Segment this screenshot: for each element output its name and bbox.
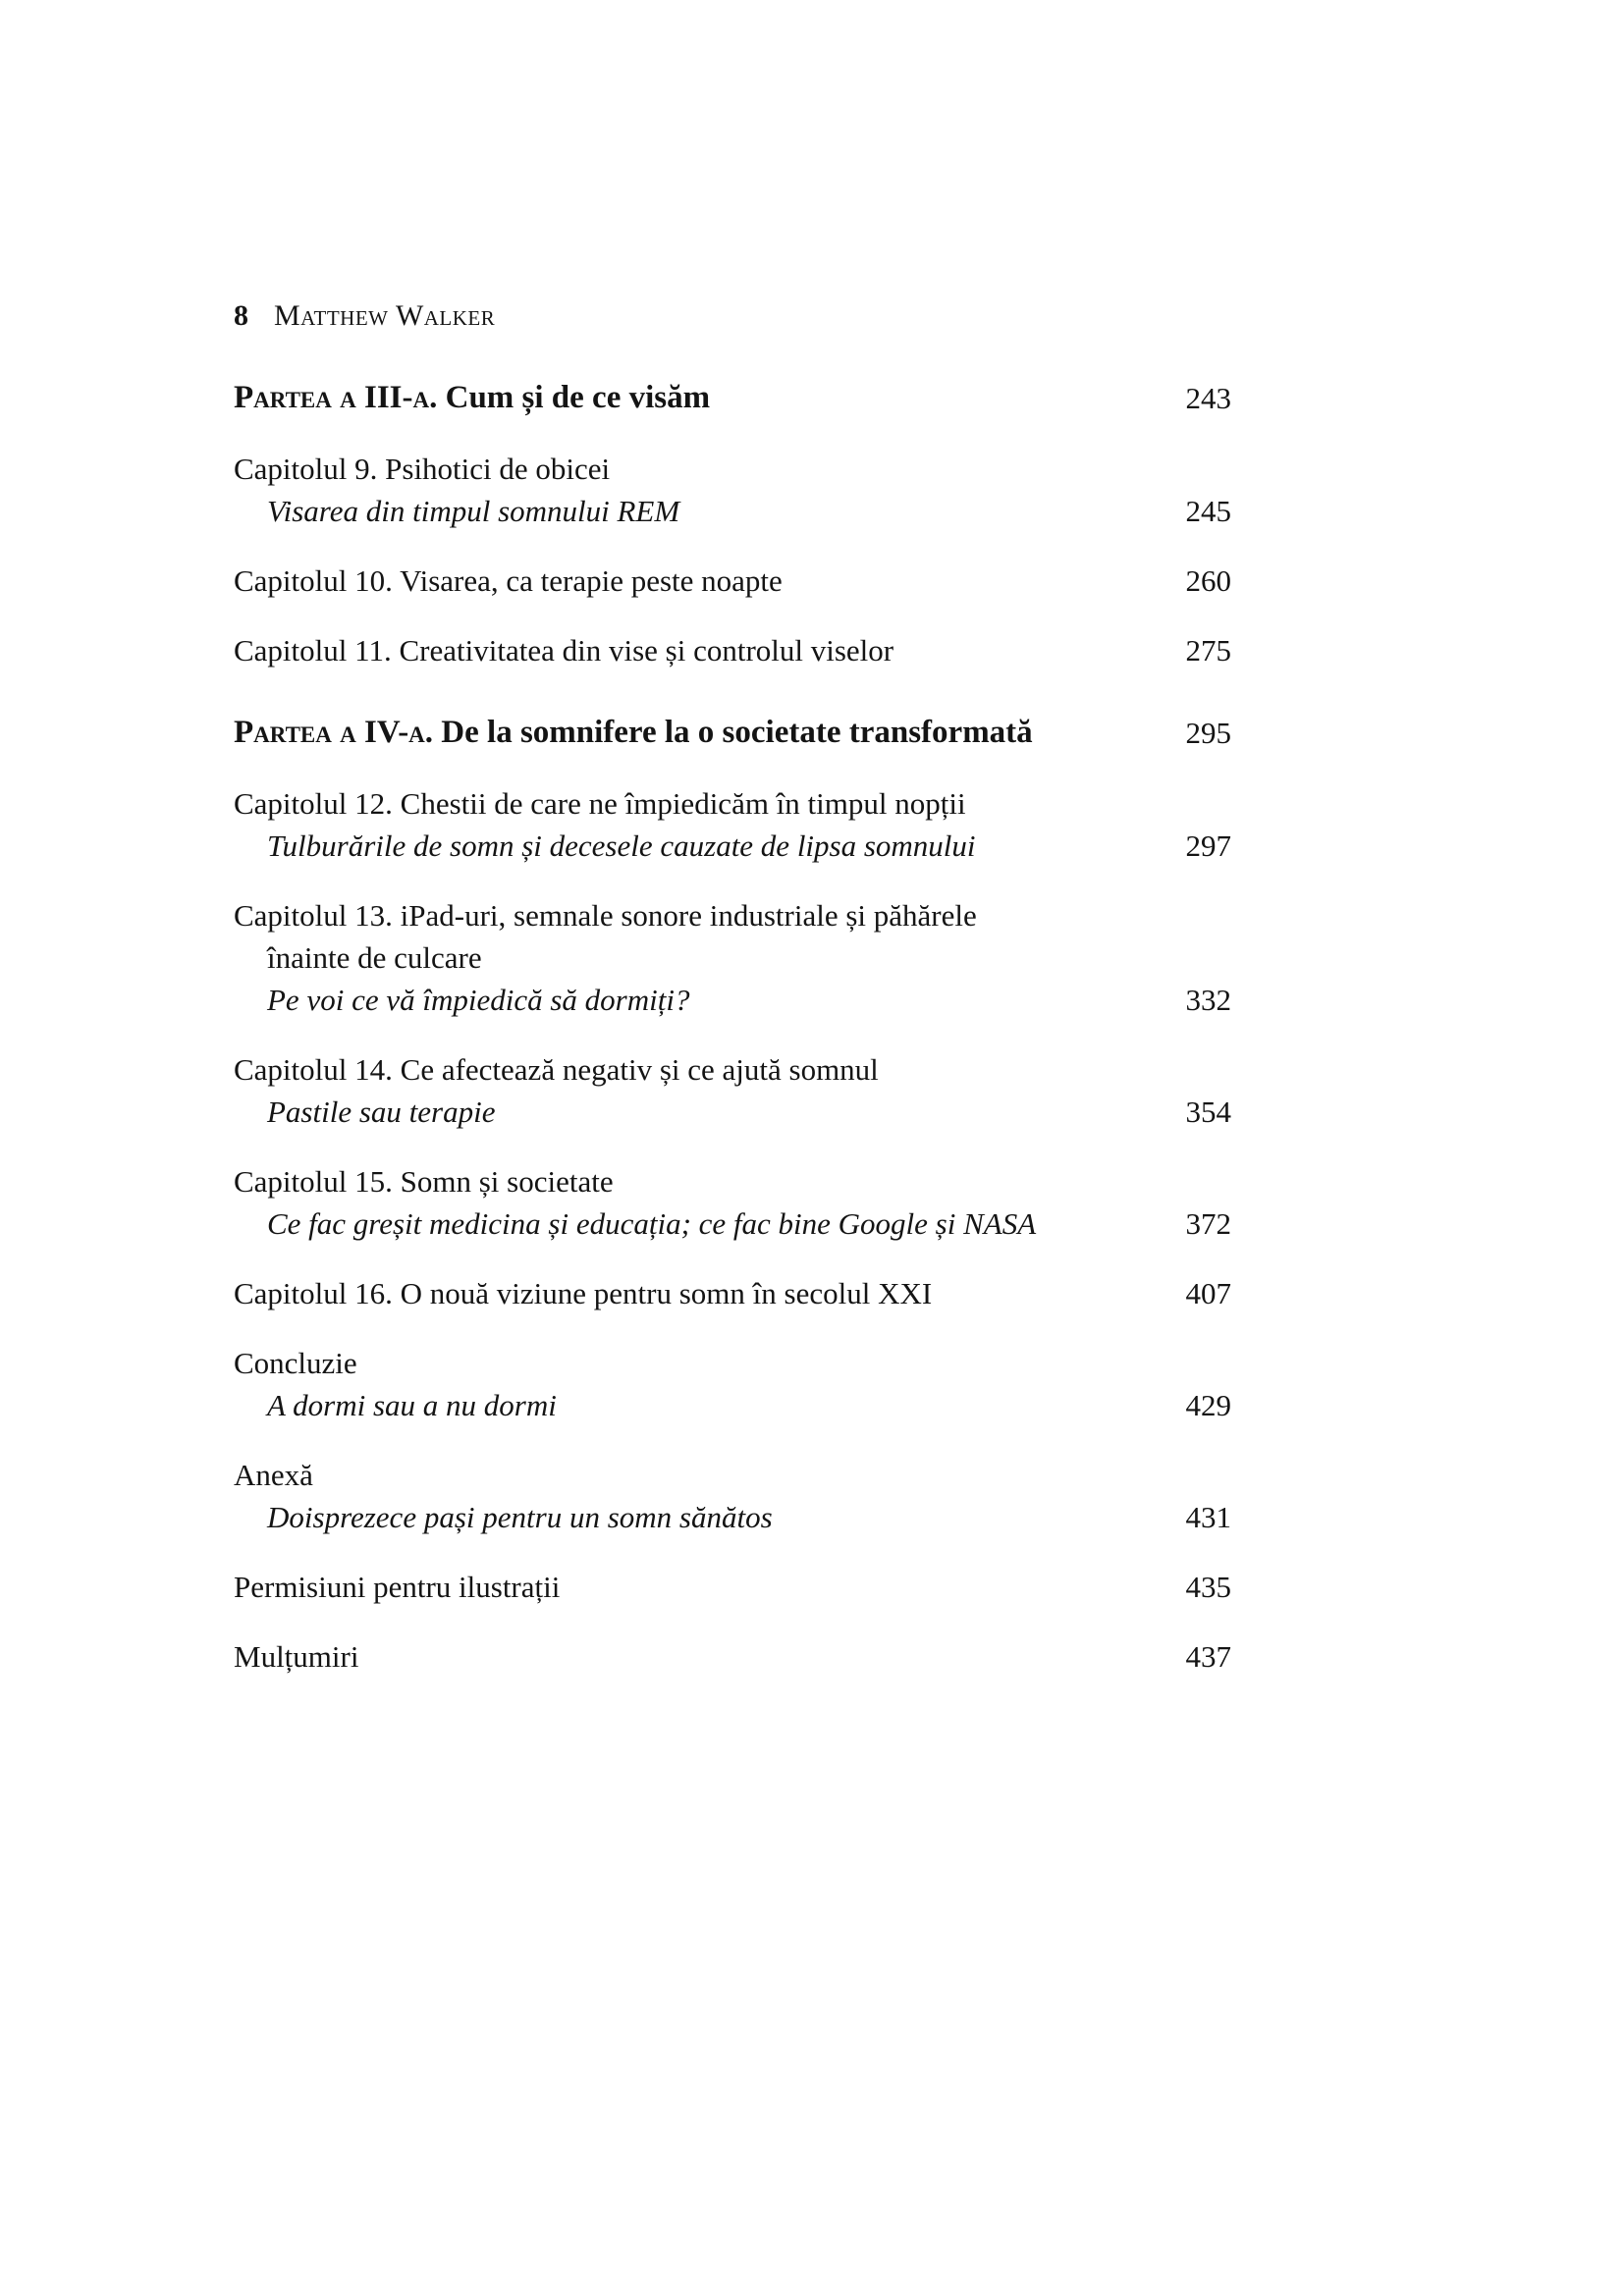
folio-page-number: 8 [234, 299, 248, 332]
book-page [234, 294, 1231, 1678]
toc-chapter-subtitle: Tulburările de somn și decesele cauzate de lipsa somnului 297 [234, 825, 1231, 867]
toc-chapter-entry [234, 1342, 1231, 1426]
toc-chapter-line: Permisiuni pentru ilustrații 435 [234, 1566, 1231, 1608]
toc-chapter-subtitle: Ce fac greșit medicina și educația; ce fac bine Google și NASA 372 [234, 1202, 1231, 1245]
toc-chapter-entry [234, 1454, 1231, 1538]
toc-page-number: 429 [1185, 1388, 1231, 1422]
toc-chapter-subtitle: Pastile sau terapie 354 [234, 1091, 1231, 1133]
toc-chapter-entry [234, 629, 1231, 671]
toc-chapter-line: Capitolul 12. Chestii de care ne împiedicăm în timpul nopții [234, 786, 966, 821]
toc-page-number: 260 [1185, 563, 1231, 598]
toc-chapter-subtitle: Doisprezece pași pentru un somn sănătos 431 [234, 1496, 1231, 1538]
toc-chapter-entry [234, 1048, 1231, 1133]
toc-page-number: 437 [1185, 1639, 1231, 1674]
toc-page-number: 275 [1185, 633, 1231, 667]
toc-page-number: 243 [1185, 381, 1231, 415]
toc-chapter-entry [234, 448, 1231, 532]
toc-page-number: 354 [1185, 1095, 1231, 1129]
toc-page-number: 245 [1185, 494, 1231, 528]
toc-chapter-line: Mulțumiri 437 [234, 1635, 1231, 1678]
toc-part-title: Cum și de ce visăm [437, 380, 711, 415]
running-header: Matthew Walker [274, 299, 496, 332]
toc-chapter-line: Concluzie [234, 1346, 357, 1380]
toc-chapter-entry [234, 1160, 1231, 1245]
toc-chapter-entry [234, 1566, 1231, 1608]
toc-chapter-line: Anexă [234, 1458, 313, 1492]
toc-page-number: 431 [1185, 1500, 1231, 1534]
toc-chapter-line: Capitolul 14. Ce afectează negativ și ce ajută somnul [234, 1052, 879, 1087]
page-header [234, 294, 1231, 337]
toc-chapter-entry [234, 894, 1231, 1021]
toc-chapter-line: Capitolul 9. Psihotici de obicei [234, 452, 611, 486]
toc-part-title: De la somnifere la o societate transformată [433, 715, 1033, 750]
toc-chapter-subtitle: A dormi sau a nu dormi 429 [234, 1384, 1231, 1426]
toc-page-number: 435 [1185, 1570, 1231, 1604]
toc-part-label: Partea a IV-a. [234, 715, 434, 750]
toc-part-entry [234, 376, 1231, 420]
toc-part-entry [234, 711, 1231, 755]
toc-chapter-line: Capitolul 11. Creativitatea din vise și controlul viselor 275 [234, 629, 1231, 671]
toc-chapter-subtitle: Visarea din timpul somnului REM 245 [234, 490, 1231, 532]
toc-page-number: 297 [1185, 828, 1231, 863]
toc-page-number: 332 [1185, 983, 1231, 1017]
toc-chapter-entry [234, 1272, 1231, 1314]
toc-part-line [234, 376, 1231, 420]
toc-chapter-subtitle: Pe voi ce vă împiedică să dormiți? 332 [234, 979, 1231, 1021]
toc-part-label: Partea a III-a. [234, 380, 438, 415]
toc-chapter-entry [234, 560, 1231, 602]
toc-chapter-entry [234, 782, 1231, 867]
toc-chapter-line: Capitolul 10. Visarea, ca terapie peste noapte 260 [234, 560, 1231, 602]
toc-part-line [234, 711, 1231, 755]
toc-page-number: 295 [1185, 716, 1231, 750]
table-of-contents [234, 376, 1231, 1678]
toc-chapter-line: înainte de culcare [267, 940, 482, 975]
toc-chapter-line: Capitolul 13. iPad-uri, semnale sonore industriale și păhărele [234, 898, 977, 933]
toc-page-number: 372 [1185, 1206, 1231, 1241]
toc-chapter-line: Capitolul 16. O nouă viziune pentru somn în secolul XXI 407 [234, 1272, 1231, 1314]
toc-chapter-entry [234, 1635, 1231, 1678]
toc-chapter-line: Capitolul 15. Somn și societate [234, 1164, 614, 1199]
toc-page-number: 407 [1185, 1276, 1231, 1310]
